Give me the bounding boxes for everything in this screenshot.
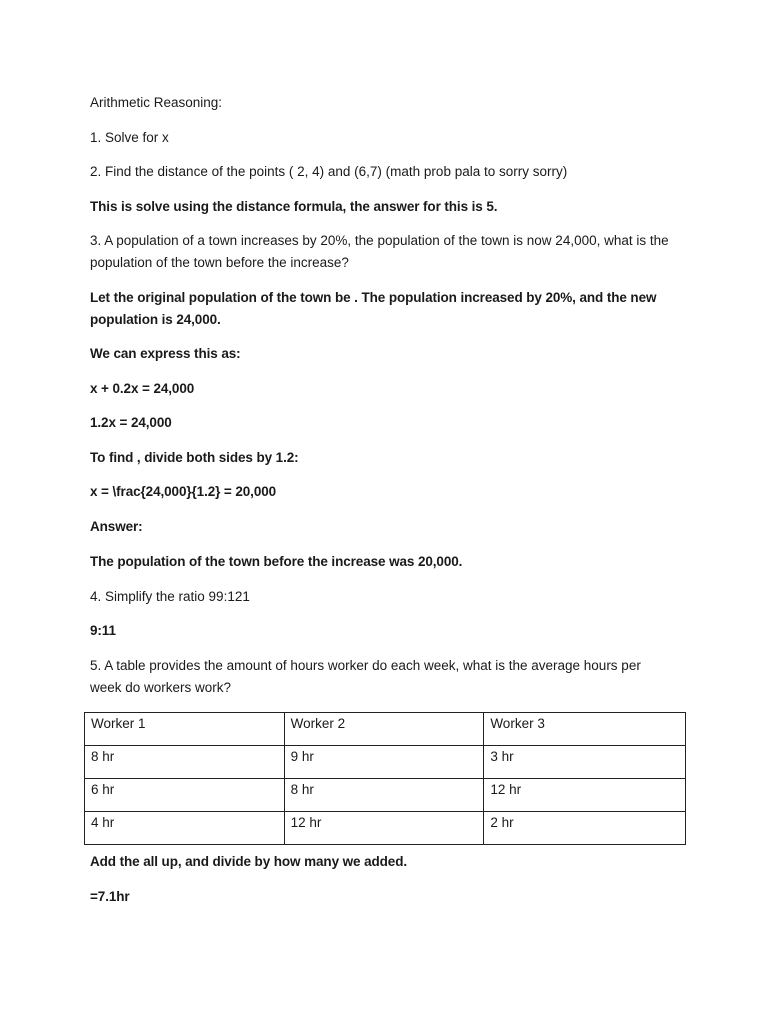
table-cell: 12 hr bbox=[484, 779, 686, 812]
table-header-cell: Worker 3 bbox=[484, 713, 686, 746]
table-cell: 6 hr bbox=[85, 779, 285, 812]
table-row bbox=[85, 812, 686, 845]
answer-5-method: Add the all up, and divide by how many we added. bbox=[90, 854, 407, 869]
answer-2: This is solve using the distance formula, the answer for this is 5. bbox=[90, 199, 498, 214]
worker-hours-table bbox=[84, 712, 686, 845]
answer-3-label: Answer: bbox=[90, 519, 143, 534]
table-cell: 2 hr bbox=[484, 812, 686, 845]
table-cell: 8 hr bbox=[85, 746, 285, 779]
table-header-cell: Worker 1 bbox=[85, 713, 285, 746]
question-5: 5. A table provides the amount of hours worker do each week, what is the average hours per week do workers work? bbox=[90, 658, 641, 695]
table-cell: 8 hr bbox=[284, 779, 484, 812]
table-header-cell: Worker 2 bbox=[284, 713, 484, 746]
table-header-row bbox=[85, 713, 686, 746]
question-2: 2. Find the distance of the points ( 2, 4) and (6,7) (math prob pala to sorry sorry) bbox=[90, 164, 568, 179]
answer-3-result: The population of the town before the increase was 20,000. bbox=[90, 554, 463, 569]
table-row bbox=[85, 779, 686, 812]
table-cell: 12 hr bbox=[284, 812, 484, 845]
question-4: 4. Simplify the ratio 99:121 bbox=[90, 589, 250, 604]
table-row bbox=[85, 746, 686, 779]
answer-4: 9:11 bbox=[90, 623, 116, 638]
table-cell: 9 hr bbox=[284, 746, 484, 779]
answer-3-intro: Let the original population of the town be . The population increased by 20%, and the new population is 24,000. bbox=[90, 290, 657, 327]
document-heading: Arithmetic Reasoning: bbox=[90, 95, 223, 110]
answer-3-equation-2: 1.2x = 24,000 bbox=[90, 415, 172, 430]
answer-3-find: To find , divide both sides by 1.2: bbox=[90, 450, 299, 465]
question-1: 1. Solve for x bbox=[90, 130, 169, 145]
table-cell: 3 hr bbox=[484, 746, 686, 779]
answer-3-express: We can express this as: bbox=[90, 346, 241, 361]
answer-3-equation-1: x + 0.2x = 24,000 bbox=[90, 381, 195, 396]
answer-5-result: =7.1hr bbox=[90, 889, 130, 904]
answer-3-equation-3: x = \frac{24,000}{1.2} = 20,000 bbox=[90, 484, 277, 499]
question-3: 3. A population of a town increases by 20%, the population of the town is now 24,000, what is the population of the town before the increase? bbox=[90, 233, 669, 270]
table-cell: 4 hr bbox=[85, 812, 285, 845]
